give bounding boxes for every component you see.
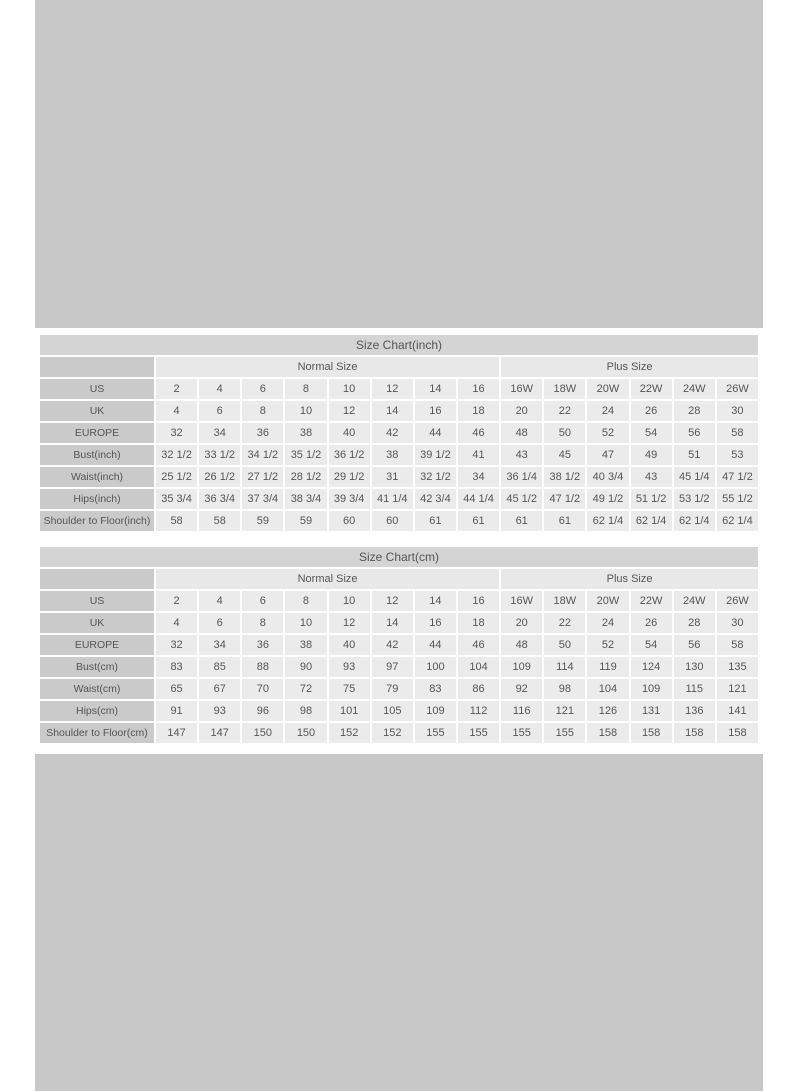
size-value-cell: 49 1/2: [587, 489, 628, 509]
size-value-cell: 14: [415, 379, 456, 399]
size-value-cell: 98: [285, 701, 326, 721]
size-value-cell: 46: [458, 635, 499, 655]
size-value-cell: 2: [156, 591, 197, 611]
size-value-cell: 93: [199, 701, 240, 721]
size-value-cell: 41 1/4: [372, 489, 413, 509]
size-value-cell: 50: [544, 635, 585, 655]
size-value-cell: 92: [501, 679, 542, 699]
size-value-cell: 109: [631, 679, 672, 699]
size-value-cell: 105: [372, 701, 413, 721]
row-label: UK: [40, 401, 154, 421]
size-value-cell: 20: [501, 401, 542, 421]
size-value-cell: 35 1/2: [285, 445, 326, 465]
size-value-cell: 90: [285, 657, 326, 677]
size-value-cell: 59: [285, 511, 326, 531]
size-value-cell: 50: [544, 423, 585, 443]
size-value-cell: 30: [717, 613, 758, 633]
size-value-cell: 147: [199, 723, 240, 743]
table-row: [40, 467, 758, 487]
size-value-cell: 4: [199, 379, 240, 399]
size-group-header: Normal Size: [156, 357, 499, 377]
size-value-cell: 54: [631, 635, 672, 655]
row-label: US: [40, 379, 154, 399]
size-value-cell: 16W: [501, 379, 542, 399]
size-value-cell: 25 1/2: [156, 467, 197, 487]
size-value-cell: 20W: [587, 591, 628, 611]
size-value-cell: 83: [415, 679, 456, 699]
size-value-cell: 158: [717, 723, 758, 743]
row-label: Shoulder to Floor(inch): [40, 511, 154, 531]
size-value-cell: 35 3/4: [156, 489, 197, 509]
table-title-row: [40, 335, 758, 355]
size-value-cell: 61: [544, 511, 585, 531]
size-value-cell: 10: [329, 591, 370, 611]
size-value-cell: 60: [372, 511, 413, 531]
size-value-cell: 104: [587, 679, 628, 699]
size-value-cell: 155: [544, 723, 585, 743]
row-label: EUROPE: [40, 635, 154, 655]
size-value-cell: 141: [717, 701, 758, 721]
size-chart-inch-table: [38, 333, 760, 533]
size-value-cell: 8: [242, 401, 283, 421]
size-value-cell: 131: [631, 701, 672, 721]
table-title: Size Chart(cm): [40, 547, 758, 567]
size-value-cell: 6: [242, 379, 283, 399]
size-value-cell: 121: [544, 701, 585, 721]
size-value-cell: 59: [242, 511, 283, 531]
size-value-cell: 10: [285, 613, 326, 633]
size-value-cell: 31: [372, 467, 413, 487]
size-value-cell: 14: [372, 613, 413, 633]
size-value-cell: 44: [415, 423, 456, 443]
size-value-cell: 88: [242, 657, 283, 677]
table-row: [40, 445, 758, 465]
table-row: [40, 723, 758, 743]
size-value-cell: 53: [717, 445, 758, 465]
size-value-cell: 152: [372, 723, 413, 743]
size-value-cell: 36: [242, 635, 283, 655]
size-value-cell: 44: [415, 635, 456, 655]
size-value-cell: 104: [458, 657, 499, 677]
size-value-cell: 40: [329, 423, 370, 443]
size-value-cell: 2: [156, 379, 197, 399]
size-value-cell: 16: [458, 379, 499, 399]
table-row: [40, 657, 758, 677]
size-value-cell: 42: [372, 423, 413, 443]
size-value-cell: 158: [631, 723, 672, 743]
size-value-cell: 62 1/4: [717, 511, 758, 531]
size-group-header: Normal Size: [156, 569, 499, 589]
page-content: [35, 0, 763, 1091]
size-chart-cm-table: [38, 545, 760, 745]
size-group-header: Plus Size: [501, 357, 758, 377]
size-value-cell: 10: [329, 379, 370, 399]
size-value-cell: 12: [372, 379, 413, 399]
size-value-cell: 42: [372, 635, 413, 655]
size-value-cell: 70: [242, 679, 283, 699]
size-value-cell: 100: [415, 657, 456, 677]
size-value-cell: 155: [501, 723, 542, 743]
size-value-cell: 28 1/2: [285, 467, 326, 487]
size-value-cell: 37 3/4: [242, 489, 283, 509]
size-value-cell: 34: [199, 423, 240, 443]
size-value-cell: 22W: [631, 379, 672, 399]
size-value-cell: 83: [156, 657, 197, 677]
size-value-cell: 85: [199, 657, 240, 677]
size-value-cell: 4: [199, 591, 240, 611]
size-value-cell: 4: [156, 401, 197, 421]
product-image-placeholder-bottom: [35, 754, 763, 1091]
column-group-row: [40, 357, 758, 377]
corner-cell: [40, 357, 154, 377]
row-label: Waist(inch): [40, 467, 154, 487]
row-label: EUROPE: [40, 423, 154, 443]
table-row: [40, 613, 758, 633]
table-row: [40, 679, 758, 699]
size-value-cell: 62 1/4: [587, 511, 628, 531]
row-label: Bust(inch): [40, 445, 154, 465]
size-charts-panel: [35, 328, 763, 754]
size-value-cell: 109: [501, 657, 542, 677]
table-row: [40, 701, 758, 721]
size-value-cell: 61: [458, 511, 499, 531]
size-value-cell: 18W: [544, 591, 585, 611]
size-value-cell: 26: [631, 613, 672, 633]
size-value-cell: 53 1/2: [674, 489, 715, 509]
size-value-cell: 24: [587, 613, 628, 633]
size-value-cell: 33 1/2: [199, 445, 240, 465]
column-group-row: [40, 569, 758, 589]
row-label: US: [40, 591, 154, 611]
size-value-cell: 150: [242, 723, 283, 743]
size-value-cell: 24W: [674, 591, 715, 611]
size-value-cell: 51 1/2: [631, 489, 672, 509]
size-value-cell: 4: [156, 613, 197, 633]
size-value-cell: 36 1/4: [501, 467, 542, 487]
size-value-cell: 38: [285, 635, 326, 655]
size-value-cell: 158: [674, 723, 715, 743]
size-value-cell: 20W: [587, 379, 628, 399]
size-value-cell: 112: [458, 701, 499, 721]
row-label: Waist(cm): [40, 679, 154, 699]
size-value-cell: 30: [717, 401, 758, 421]
size-value-cell: 135: [717, 657, 758, 677]
size-value-cell: 58: [199, 511, 240, 531]
size-value-cell: 42 3/4: [415, 489, 456, 509]
row-label: UK: [40, 613, 154, 633]
product-image-placeholder-top: [35, 0, 763, 328]
size-value-cell: 6: [242, 591, 283, 611]
size-value-cell: 47: [587, 445, 628, 465]
size-value-cell: 115: [674, 679, 715, 699]
size-value-cell: 121: [717, 679, 758, 699]
size-value-cell: 56: [674, 423, 715, 443]
size-value-cell: 38 3/4: [285, 489, 326, 509]
size-value-cell: 54: [631, 423, 672, 443]
size-value-cell: 8: [242, 613, 283, 633]
row-label: Hips(cm): [40, 701, 154, 721]
size-value-cell: 152: [329, 723, 370, 743]
size-value-cell: 32: [156, 423, 197, 443]
size-value-cell: 26 1/2: [199, 467, 240, 487]
size-value-cell: 38: [285, 423, 326, 443]
size-value-cell: 46: [458, 423, 499, 443]
size-value-cell: 16: [458, 591, 499, 611]
size-value-cell: 6: [199, 613, 240, 633]
size-value-cell: 158: [587, 723, 628, 743]
size-value-cell: 36: [242, 423, 283, 443]
size-value-cell: 12: [329, 613, 370, 633]
table-row: [40, 511, 758, 531]
corner-cell: [40, 569, 154, 589]
size-value-cell: 48: [501, 635, 542, 655]
table-row: [40, 635, 758, 655]
size-value-cell: 26W: [717, 591, 758, 611]
size-value-cell: 43: [631, 467, 672, 487]
size-value-cell: 6: [199, 401, 240, 421]
size-value-cell: 72: [285, 679, 326, 699]
size-value-cell: 39 1/2: [415, 445, 456, 465]
size-value-cell: 97: [372, 657, 413, 677]
size-value-cell: 14: [372, 401, 413, 421]
size-value-cell: 65: [156, 679, 197, 699]
size-value-cell: 18: [458, 401, 499, 421]
size-value-cell: 109: [415, 701, 456, 721]
table-row: [40, 423, 758, 443]
size-value-cell: 45 1/2: [501, 489, 542, 509]
size-value-cell: 126: [587, 701, 628, 721]
size-value-cell: 61: [415, 511, 456, 531]
size-value-cell: 49: [631, 445, 672, 465]
size-value-cell: 43: [501, 445, 542, 465]
table-title-row: [40, 547, 758, 567]
table-row: [40, 591, 758, 611]
size-value-cell: 62 1/4: [631, 511, 672, 531]
size-value-cell: 34: [199, 635, 240, 655]
size-value-cell: 55 1/2: [717, 489, 758, 509]
size-value-cell: 36 3/4: [199, 489, 240, 509]
size-value-cell: 40 3/4: [587, 467, 628, 487]
table-row: [40, 379, 758, 399]
size-value-cell: 36 1/2: [329, 445, 370, 465]
size-value-cell: 150: [285, 723, 326, 743]
size-group-header: Plus Size: [501, 569, 758, 589]
size-value-cell: 28: [674, 613, 715, 633]
size-value-cell: 34 1/2: [242, 445, 283, 465]
row-label: Shoulder to Floor(cm): [40, 723, 154, 743]
size-value-cell: 22: [544, 401, 585, 421]
size-value-cell: 155: [458, 723, 499, 743]
size-value-cell: 29 1/2: [329, 467, 370, 487]
size-value-cell: 12: [329, 401, 370, 421]
size-value-cell: 51: [674, 445, 715, 465]
size-value-cell: 22: [544, 613, 585, 633]
size-value-cell: 18W: [544, 379, 585, 399]
size-value-cell: 98: [544, 679, 585, 699]
size-value-cell: 47 1/2: [717, 467, 758, 487]
size-value-cell: 60: [329, 511, 370, 531]
size-value-cell: 40: [329, 635, 370, 655]
size-value-cell: 16: [415, 613, 456, 633]
size-value-cell: 52: [587, 635, 628, 655]
size-value-cell: 24: [587, 401, 628, 421]
size-value-cell: 34: [458, 467, 499, 487]
size-value-cell: 16: [415, 401, 456, 421]
size-value-cell: 155: [415, 723, 456, 743]
size-value-cell: 18: [458, 613, 499, 633]
size-value-cell: 86: [458, 679, 499, 699]
size-value-cell: 28: [674, 401, 715, 421]
size-value-cell: 26W: [717, 379, 758, 399]
size-value-cell: 45 1/4: [674, 467, 715, 487]
size-value-cell: 62 1/4: [674, 511, 715, 531]
size-value-cell: 47 1/2: [544, 489, 585, 509]
size-value-cell: 116: [501, 701, 542, 721]
size-value-cell: 75: [329, 679, 370, 699]
size-value-cell: 38 1/2: [544, 467, 585, 487]
size-value-cell: 96: [242, 701, 283, 721]
size-value-cell: 79: [372, 679, 413, 699]
size-value-cell: 16W: [501, 591, 542, 611]
size-value-cell: 58: [156, 511, 197, 531]
size-value-cell: 101: [329, 701, 370, 721]
size-value-cell: 91: [156, 701, 197, 721]
size-value-cell: 32 1/2: [156, 445, 197, 465]
size-value-cell: 56: [674, 635, 715, 655]
size-value-cell: 8: [285, 591, 326, 611]
size-value-cell: 52: [587, 423, 628, 443]
size-value-cell: 20: [501, 613, 542, 633]
size-value-cell: 58: [717, 635, 758, 655]
size-value-cell: 119: [587, 657, 628, 677]
size-value-cell: 22W: [631, 591, 672, 611]
size-value-cell: 32: [156, 635, 197, 655]
size-value-cell: 24W: [674, 379, 715, 399]
size-value-cell: 114: [544, 657, 585, 677]
size-value-cell: 32 1/2: [415, 467, 456, 487]
size-value-cell: 10: [285, 401, 326, 421]
size-value-cell: 61: [501, 511, 542, 531]
size-value-cell: 93: [329, 657, 370, 677]
table-title: Size Chart(inch): [40, 335, 758, 355]
size-value-cell: 130: [674, 657, 715, 677]
size-value-cell: 124: [631, 657, 672, 677]
size-value-cell: 58: [717, 423, 758, 443]
size-value-cell: 27 1/2: [242, 467, 283, 487]
row-label: Bust(cm): [40, 657, 154, 677]
table-row: [40, 401, 758, 421]
size-value-cell: 14: [415, 591, 456, 611]
size-value-cell: 136: [674, 701, 715, 721]
size-value-cell: 48: [501, 423, 542, 443]
size-value-cell: 44 1/4: [458, 489, 499, 509]
size-value-cell: 67: [199, 679, 240, 699]
size-value-cell: 8: [285, 379, 326, 399]
table-row: [40, 489, 758, 509]
size-value-cell: 147: [156, 723, 197, 743]
row-label: Hips(inch): [40, 489, 154, 509]
size-value-cell: 45: [544, 445, 585, 465]
size-value-cell: 26: [631, 401, 672, 421]
size-value-cell: 38: [372, 445, 413, 465]
size-value-cell: 12: [372, 591, 413, 611]
size-value-cell: 39 3/4: [329, 489, 370, 509]
size-value-cell: 41: [458, 445, 499, 465]
